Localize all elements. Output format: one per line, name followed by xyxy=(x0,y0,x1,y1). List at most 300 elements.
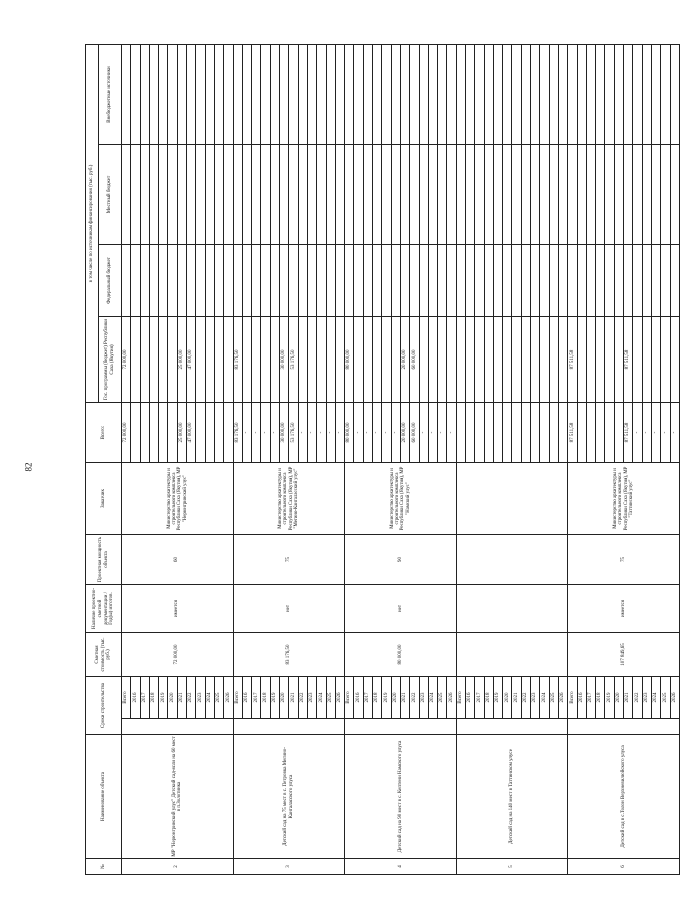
federal-budget-cell xyxy=(614,245,623,317)
total-cell: - xyxy=(670,403,679,463)
other-sources-cell xyxy=(159,44,168,144)
federal-budget-cell xyxy=(345,245,354,317)
other-sources-cell xyxy=(205,44,214,144)
design-capacity: 60 xyxy=(122,535,234,585)
year-cell: 2026 xyxy=(447,677,456,719)
state-budget-cell xyxy=(642,317,651,403)
total-cell xyxy=(168,403,177,463)
total-cell: - xyxy=(326,403,335,463)
total-cell: - xyxy=(391,403,400,463)
year-group-cell xyxy=(456,719,568,735)
year-cell: 2022 xyxy=(521,677,530,719)
total-cell xyxy=(484,403,493,463)
state-budget-cell xyxy=(605,317,614,403)
table-header xyxy=(86,44,122,874)
year-cell: 2021 xyxy=(289,677,298,719)
state-budget-cell xyxy=(391,317,400,403)
federal-budget-cell xyxy=(298,245,307,317)
local-budget-cell xyxy=(205,145,214,245)
other-sources-cell xyxy=(335,44,344,144)
total-cell xyxy=(586,403,595,463)
state-budget-cell: 20 000,00 xyxy=(400,317,409,403)
federal-budget-cell xyxy=(159,245,168,317)
local-budget-cell xyxy=(187,145,196,245)
state-budget-cell xyxy=(307,317,316,403)
total-cell xyxy=(549,403,558,463)
state-budget-cell xyxy=(456,317,465,403)
federal-budget-cell xyxy=(493,245,502,317)
state-budget-cell xyxy=(493,317,502,403)
year-cell: 2019 xyxy=(159,677,168,719)
federal-budget-cell xyxy=(261,245,270,317)
year-cell: Всего xyxy=(568,677,577,719)
state-budget-cell: 25 000,00 xyxy=(177,317,186,403)
state-budget-cell xyxy=(512,317,521,403)
local-budget-cell xyxy=(521,145,530,245)
local-budget-cell xyxy=(373,145,382,245)
federal-budget-cell xyxy=(196,245,205,317)
federal-budget-cell xyxy=(140,245,149,317)
local-budget-cell xyxy=(493,145,502,245)
other-sources-cell xyxy=(224,44,233,144)
object-name: Детский сад на 75 мест в с. Петровка Мегино-Кангаласского улуса xyxy=(233,735,345,859)
state-budget-cell: 87 511,58 xyxy=(568,317,577,403)
other-sources-cell xyxy=(465,44,474,144)
customer: Министерство архитектуры и строительного комплекса Республики Саха (Якутия), МР "Намский улус" xyxy=(345,463,457,535)
local-budget-cell xyxy=(177,145,186,245)
other-sources-cell xyxy=(233,44,242,144)
state-budget-cell xyxy=(670,317,679,403)
other-sources-cell xyxy=(428,44,437,144)
year-cell: 2017 xyxy=(140,677,149,719)
other-sources-cell xyxy=(168,44,177,144)
federal-budget-cell xyxy=(270,245,279,317)
other-sources-cell xyxy=(373,44,382,144)
table-row xyxy=(345,44,354,874)
total-cell: 83 176,50 xyxy=(233,403,242,463)
year-cell: 2026 xyxy=(558,677,567,719)
federal-budget-cell xyxy=(233,245,242,317)
state-budget-cell xyxy=(521,317,530,403)
other-sources-cell xyxy=(196,44,205,144)
state-budget-cell xyxy=(661,317,670,403)
other-sources-cell xyxy=(661,44,670,144)
state-budget-cell xyxy=(270,317,279,403)
year-cell: 2017 xyxy=(252,677,261,719)
total-cell xyxy=(465,403,474,463)
year-cell: 2020 xyxy=(391,677,400,719)
total-cell xyxy=(577,403,586,463)
federal-budget-cell xyxy=(670,245,679,317)
federal-budget-cell xyxy=(307,245,316,317)
total-cell xyxy=(196,403,205,463)
design-documentation: нет xyxy=(233,585,345,633)
local-budget-cell xyxy=(131,145,140,245)
total-cell xyxy=(503,403,512,463)
year-cell: 2019 xyxy=(382,677,391,719)
design-capacity: 75 xyxy=(568,535,680,585)
local-budget-cell xyxy=(280,145,289,245)
construction-objects-table xyxy=(85,44,680,875)
other-sources-cell xyxy=(345,44,354,144)
local-budget-cell xyxy=(363,145,372,245)
other-sources-cell xyxy=(624,44,633,144)
table-body xyxy=(122,44,680,874)
other-sources-cell xyxy=(549,44,558,144)
state-budget-cell xyxy=(224,317,233,403)
federal-budget-cell xyxy=(168,245,177,317)
state-budget-cell xyxy=(503,317,512,403)
local-budget-cell xyxy=(586,145,595,245)
other-sources-cell xyxy=(558,44,567,144)
year-cell: 2019 xyxy=(270,677,279,719)
year-cell: 2024 xyxy=(540,677,549,719)
local-budget-cell xyxy=(419,145,428,245)
total-cell: - xyxy=(252,403,261,463)
object-number: 6 xyxy=(568,859,680,875)
design-documentation xyxy=(456,585,568,633)
header-funding-sources: в том числе по источникам финансирования (тыс. руб.) xyxy=(86,44,99,402)
other-sources-cell xyxy=(363,44,372,144)
header-federal-budget: Федеральный бюджет xyxy=(99,245,122,317)
estimated-cost: 83 176,50 xyxy=(233,633,345,677)
federal-budget-cell xyxy=(447,245,456,317)
year-cell: 2018 xyxy=(373,677,382,719)
federal-budget-cell xyxy=(252,245,261,317)
year-cell: 2020 xyxy=(503,677,512,719)
local-budget-cell xyxy=(558,145,567,245)
state-budget-cell xyxy=(159,317,168,403)
local-budget-cell xyxy=(475,145,484,245)
total-cell: - xyxy=(661,403,670,463)
year-cell: 2024 xyxy=(651,677,660,719)
federal-budget-cell xyxy=(549,245,558,317)
year-cell: Всего xyxy=(233,677,242,719)
local-budget-cell xyxy=(531,145,540,245)
total-cell xyxy=(512,403,521,463)
other-sources-cell xyxy=(456,44,465,144)
other-sources-cell xyxy=(596,44,605,144)
local-budget-cell xyxy=(596,145,605,245)
federal-budget-cell xyxy=(651,245,660,317)
total-cell: 60 000,00 xyxy=(410,403,419,463)
local-budget-cell xyxy=(642,145,651,245)
year-cell: 2022 xyxy=(410,677,419,719)
local-budget-cell xyxy=(540,145,549,245)
other-sources-cell xyxy=(317,44,326,144)
federal-budget-cell xyxy=(363,245,372,317)
federal-budget-cell xyxy=(456,245,465,317)
federal-budget-cell xyxy=(568,245,577,317)
local-budget-cell xyxy=(140,145,149,245)
local-budget-cell xyxy=(122,145,131,245)
state-budget-cell xyxy=(531,317,540,403)
state-budget-cell xyxy=(651,317,660,403)
estimated-cost xyxy=(456,633,568,677)
federal-budget-cell xyxy=(475,245,484,317)
federal-budget-cell xyxy=(503,245,512,317)
total-cell: 53 176,50 xyxy=(289,403,298,463)
local-budget-cell xyxy=(270,145,279,245)
local-budget-cell xyxy=(428,145,437,245)
other-sources-cell xyxy=(149,44,158,144)
total-cell xyxy=(214,403,223,463)
state-budget-cell xyxy=(633,317,642,403)
local-budget-cell xyxy=(345,145,354,245)
local-budget-cell xyxy=(317,145,326,245)
year-cell: 2016 xyxy=(465,677,474,719)
year-cell: 2021 xyxy=(400,677,409,719)
other-sources-cell xyxy=(400,44,409,144)
state-budget-cell xyxy=(354,317,363,403)
total-cell xyxy=(205,403,214,463)
year-cell: 2018 xyxy=(484,677,493,719)
design-documentation: имеется xyxy=(122,585,234,633)
total-cell xyxy=(521,403,530,463)
design-documentation: нет xyxy=(345,585,457,633)
other-sources-cell xyxy=(252,44,261,144)
customer: Министерство архитектуры и строительного комплекса Республики Саха (Якутия), МР "Нерюнгринский улус" xyxy=(122,463,234,535)
year-cell: 2024 xyxy=(317,677,326,719)
federal-budget-cell xyxy=(187,245,196,317)
state-budget-cell xyxy=(149,317,158,403)
federal-budget-cell xyxy=(224,245,233,317)
other-sources-cell xyxy=(586,44,595,144)
state-budget-cell: 83 176,50 xyxy=(233,317,242,403)
total-cell: - xyxy=(428,403,437,463)
state-budget-cell xyxy=(438,317,447,403)
other-sources-cell xyxy=(577,44,586,144)
header-design-documentation: Наличие проектно-сметной документации /Год(ы) изготов. xyxy=(86,585,122,633)
total-cell xyxy=(614,403,623,463)
federal-budget-cell xyxy=(382,245,391,317)
table-row xyxy=(122,44,131,874)
state-budget-cell xyxy=(168,317,177,403)
local-budget-cell xyxy=(484,145,493,245)
local-budget-cell xyxy=(307,145,316,245)
year-cell: 2022 xyxy=(298,677,307,719)
local-budget-cell xyxy=(298,145,307,245)
other-sources-cell xyxy=(354,44,363,144)
local-budget-cell xyxy=(410,145,419,245)
year-cell: 2020 xyxy=(614,677,623,719)
local-budget-cell xyxy=(633,145,642,245)
other-sources-cell xyxy=(568,44,577,144)
state-budget-cell xyxy=(419,317,428,403)
federal-budget-cell xyxy=(177,245,186,317)
total-cell: 87 511,58 xyxy=(568,403,577,463)
local-budget-cell xyxy=(661,145,670,245)
year-cell: 2025 xyxy=(438,677,447,719)
local-budget-cell xyxy=(503,145,512,245)
local-budget-cell xyxy=(438,145,447,245)
year-cell: 2018 xyxy=(596,677,605,719)
federal-budget-cell xyxy=(214,245,223,317)
page-number: 82 xyxy=(23,462,34,472)
other-sources-cell xyxy=(670,44,679,144)
total-cell xyxy=(493,403,502,463)
year-cell: 2016 xyxy=(354,677,363,719)
state-budget-cell xyxy=(363,317,372,403)
estimated-cost: 72 000,00 xyxy=(122,633,234,677)
header-other-sources: Внебюджетные источники xyxy=(99,44,122,144)
total-cell: 47 000,00 xyxy=(187,403,196,463)
state-budget-cell: 47 000,00 xyxy=(187,317,196,403)
object-name: МР "Нерюнгринский улус" Детский сад-ясли на 60 мест в п.Золотинка xyxy=(122,735,234,859)
federal-budget-cell xyxy=(633,245,642,317)
other-sources-cell xyxy=(447,44,456,144)
table-row xyxy=(568,44,577,874)
state-budget-cell xyxy=(252,317,261,403)
state-budget-cell xyxy=(261,317,270,403)
total-cell: 80 000,00 xyxy=(345,403,354,463)
state-budget-cell xyxy=(382,317,391,403)
other-sources-cell xyxy=(651,44,660,144)
local-budget-cell xyxy=(335,145,344,245)
year-cell: 2020 xyxy=(280,677,289,719)
local-budget-cell xyxy=(577,145,586,245)
design-capacity: 75 xyxy=(233,535,345,585)
total-cell: 72 000,00 xyxy=(122,403,131,463)
other-sources-cell xyxy=(419,44,428,144)
state-budget-cell xyxy=(214,317,223,403)
federal-budget-cell xyxy=(122,245,131,317)
local-budget-cell xyxy=(382,145,391,245)
other-sources-cell xyxy=(177,44,186,144)
total-cell: - xyxy=(419,403,428,463)
total-cell: - xyxy=(317,403,326,463)
local-budget-cell xyxy=(168,145,177,245)
total-cell xyxy=(149,403,158,463)
header-customer: Заказчик xyxy=(86,463,122,535)
local-budget-cell xyxy=(242,145,251,245)
federal-budget-cell xyxy=(149,245,158,317)
total-cell xyxy=(140,403,149,463)
total-cell: 25 000,00 xyxy=(177,403,186,463)
local-budget-cell xyxy=(149,145,158,245)
local-budget-cell xyxy=(252,145,261,245)
local-budget-cell xyxy=(614,145,623,245)
federal-budget-cell xyxy=(354,245,363,317)
total-cell: 30 000,00 xyxy=(280,403,289,463)
federal-budget-cell xyxy=(335,245,344,317)
year-cell: 2026 xyxy=(670,677,679,719)
total-cell xyxy=(531,403,540,463)
other-sources-cell xyxy=(140,44,149,144)
local-budget-cell xyxy=(670,145,679,245)
federal-budget-cell xyxy=(624,245,633,317)
year-group-cell xyxy=(233,719,345,735)
federal-budget-cell xyxy=(484,245,493,317)
state-budget-cell xyxy=(465,317,474,403)
other-sources-cell xyxy=(214,44,223,144)
federal-budget-cell xyxy=(419,245,428,317)
state-budget-cell xyxy=(577,317,586,403)
other-sources-cell xyxy=(131,44,140,144)
year-cell: 2024 xyxy=(205,677,214,719)
federal-budget-cell xyxy=(242,245,251,317)
other-sources-cell xyxy=(503,44,512,144)
year-cell: 2026 xyxy=(335,677,344,719)
total-cell: - xyxy=(261,403,270,463)
object-number: 2 xyxy=(122,859,234,875)
state-budget-cell xyxy=(596,317,605,403)
total-cell: - xyxy=(298,403,307,463)
state-budget-cell xyxy=(586,317,595,403)
federal-budget-cell xyxy=(596,245,605,317)
year-cell: 2023 xyxy=(642,677,651,719)
federal-budget-cell xyxy=(373,245,382,317)
federal-budget-cell xyxy=(512,245,521,317)
other-sources-cell xyxy=(642,44,651,144)
other-sources-cell xyxy=(307,44,316,144)
year-cell: 2025 xyxy=(549,677,558,719)
customer: Министерство архитектуры и строительного комплекса Республики Саха (Якутия), МР "Таттинский улус" xyxy=(568,463,680,535)
local-budget-cell xyxy=(391,145,400,245)
state-budget-cell xyxy=(335,317,344,403)
total-cell: - xyxy=(307,403,316,463)
state-budget-cell xyxy=(447,317,456,403)
object-name: Детский сад на 140 мест в Таттинском улусе xyxy=(456,735,568,859)
year-cell: 2016 xyxy=(577,677,586,719)
total-cell: - xyxy=(354,403,363,463)
local-budget-cell xyxy=(568,145,577,245)
total-cell: - xyxy=(335,403,344,463)
estimated-cost: 80 000,00 xyxy=(345,633,457,677)
table-row xyxy=(233,44,242,874)
year-cell: 2021 xyxy=(177,677,186,719)
state-budget-cell xyxy=(196,317,205,403)
year-cell: 2017 xyxy=(475,677,484,719)
total-cell: - xyxy=(242,403,251,463)
header-total: Всего: xyxy=(86,403,122,463)
year-cell: 2019 xyxy=(605,677,614,719)
year-cell: Всего xyxy=(122,677,131,719)
year-cell: 2017 xyxy=(586,677,595,719)
total-cell: - xyxy=(270,403,279,463)
year-cell: 2022 xyxy=(633,677,642,719)
other-sources-cell xyxy=(391,44,400,144)
year-cell: 2020 xyxy=(168,677,177,719)
header-object-name: Наименование объекта xyxy=(86,735,122,859)
other-sources-cell xyxy=(521,44,530,144)
other-sources-cell xyxy=(512,44,521,144)
federal-budget-cell xyxy=(400,245,409,317)
rotated-content xyxy=(85,45,677,875)
object-name: Детский сад в с.Толон Верхневилюйского улуса xyxy=(568,735,680,859)
total-cell: - xyxy=(438,403,447,463)
state-budget-cell xyxy=(614,317,623,403)
local-budget-cell xyxy=(512,145,521,245)
year-cell: 2018 xyxy=(261,677,270,719)
year-cell: 2025 xyxy=(326,677,335,719)
local-budget-cell xyxy=(214,145,223,245)
total-cell: - xyxy=(651,403,660,463)
year-cell: 2018 xyxy=(149,677,158,719)
local-budget-cell xyxy=(196,145,205,245)
object-number: 5 xyxy=(456,859,568,875)
total-cell xyxy=(475,403,484,463)
year-cell: 2023 xyxy=(419,677,428,719)
other-sources-cell xyxy=(280,44,289,144)
local-budget-cell xyxy=(549,145,558,245)
year-cell: 2023 xyxy=(307,677,316,719)
state-budget-cell: 60 000,00 xyxy=(410,317,419,403)
federal-budget-cell xyxy=(410,245,419,317)
year-cell: 2016 xyxy=(242,677,251,719)
federal-budget-cell xyxy=(521,245,530,317)
local-budget-cell xyxy=(326,145,335,245)
